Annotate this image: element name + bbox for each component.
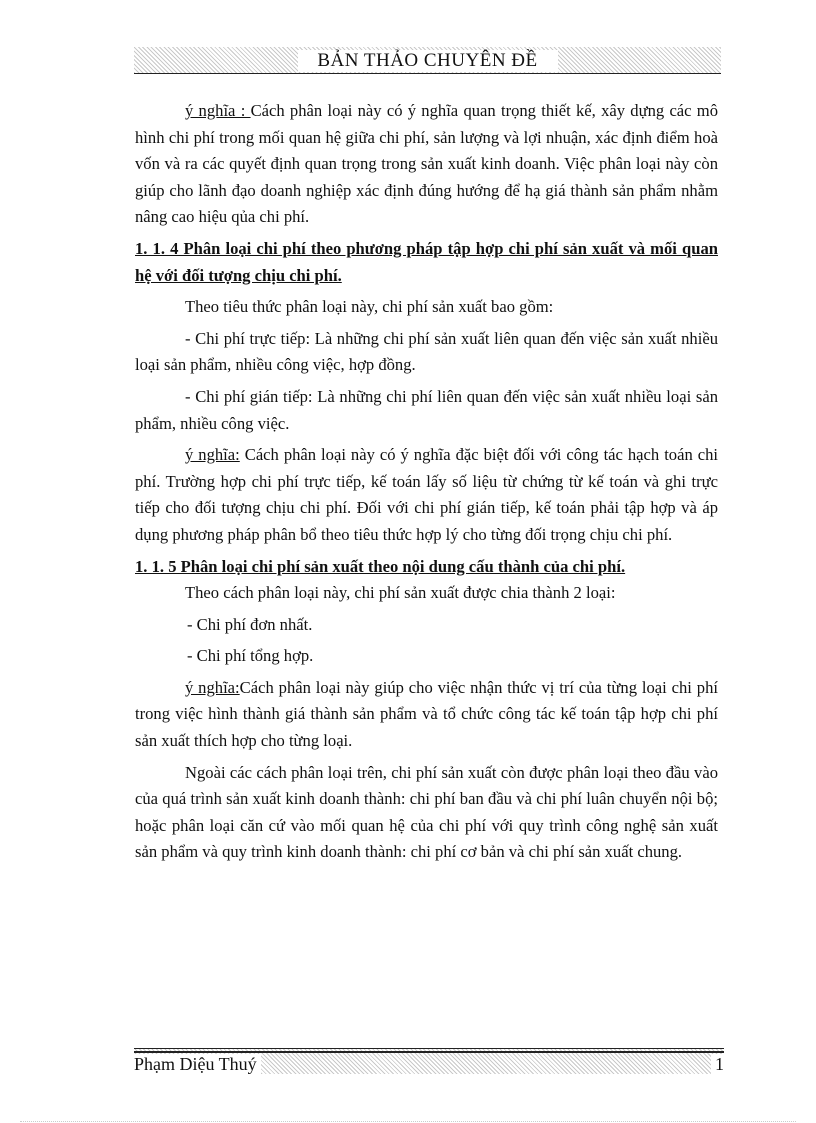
page-number: 1 bbox=[711, 1054, 724, 1075]
significance-label: ý nghĩa : bbox=[185, 101, 251, 120]
significance-label: ý nghĩa: bbox=[185, 677, 240, 697]
section-heading-1-1-5: 1. 1. 5 Phân loại chi phí sản xuất theo nội dung cấu thành của chi phí. bbox=[135, 556, 626, 576]
paragraph-significance-2 bbox=[135, 442, 718, 548]
paragraph-other-classification: Ngoài các cách phân loại trên, chi phí sản xuất còn được phân loại theo đầu vào của quá trình sản xuất kinh doanh thành: chi phí ban đầu và chi phí luân chuyển nội bộ; hoặc phân loại căn cứ vào mối quan hệ của chi phí với quy trình công nghệ sản xuất sản phẩm và quy trình kinh doanh thành: chi phí cơ bản và chi phí sản xuất chung. bbox=[135, 762, 718, 862]
list-item: - Chi phí đơn nhất. bbox=[187, 614, 313, 634]
list-item: - Chi phí tổng hợp. bbox=[187, 646, 314, 666]
footer-rule bbox=[134, 1048, 724, 1049]
paragraph-text: Cách phân loại này có ý nghĩa quan trọng thiết kế, xây dựng các mô hình chi phí trong mối quan hệ giữa chi phí, sản lượng và lợi nhuận, xác định điểm hoà vốn và ra các quyết định quan trọng trong sản xuất kinh doanh. Việc phân loại này còn giúp cho lãnh đạo doanh nghiệp xác định đúng hướng để hạ giá thành sản phẩm nhằm nâng cao hiệu qủa chi phí. bbox=[135, 101, 719, 227]
paragraph-significance-3 bbox=[135, 675, 718, 755]
section-heading-1-1-4: 1. 1. 4 Phân loại chi phí theo phương pháp tập hợp chi phí sản xuất và mối quan hệ với đối tượng chịu chi phí. bbox=[135, 238, 718, 285]
paragraph-classification: Theo cách phân loại này, chi phí sản xuất được chia thành 2 loại: bbox=[185, 583, 616, 603]
header-title: BẢN THẢO CHUYÊN ĐỀ bbox=[298, 50, 558, 72]
document-body bbox=[135, 98, 718, 866]
paragraph-text: Cách phân loại này có ý nghĩa đặc biệt đối với công tác hạch toán chi phí. Trường hợp chi phí trực tiếp, kế toán lấy số liệu từ chứng từ kế toán và ghi trực tiếp cho đối tượng chịu chi phí. Đối với chi phí gián tiếp, kế toán phải tập hợp và áp dụng phương pháp phân bổ theo tiêu thức hợp lý cho từng đối trọng chịu chi phí. bbox=[135, 445, 719, 544]
footer-rule bbox=[134, 1051, 724, 1053]
footer-author: Phạm Diệu Thuý bbox=[134, 1054, 261, 1075]
page-header bbox=[134, 47, 721, 74]
page-edge-divider bbox=[20, 1121, 796, 1122]
paragraph-direct-cost: - Chi phí trực tiếp: Là những chi phí sản xuất liên quan đến việc sản xuất nhiều loại sản phẩm, nhiều công việc, hợp đồng. bbox=[135, 328, 718, 375]
significance-label: ý nghĩa: bbox=[185, 445, 240, 465]
paragraph-text: Cách phân loại này giúp cho việc nhận thức vị trí của từng loại chi phí trong việc hình thành giá thành sản phẩm và tổ chức công tác kế toán tập hợp chi phí sản xuất thích hợp cho từng loại. bbox=[135, 677, 719, 751]
paragraph-indirect-cost: - Chi phí gián tiếp: Là những chi phí liên quan đến việc sản xuất nhiều loại sản phẩm, nhiều công việc. bbox=[135, 386, 718, 433]
paragraph-significance-1 bbox=[135, 98, 718, 231]
paragraph-intro: Theo tiêu thức phân loại này, chi phí sản xuất bao gồm: bbox=[185, 297, 554, 317]
page-footer bbox=[134, 1048, 724, 1074]
